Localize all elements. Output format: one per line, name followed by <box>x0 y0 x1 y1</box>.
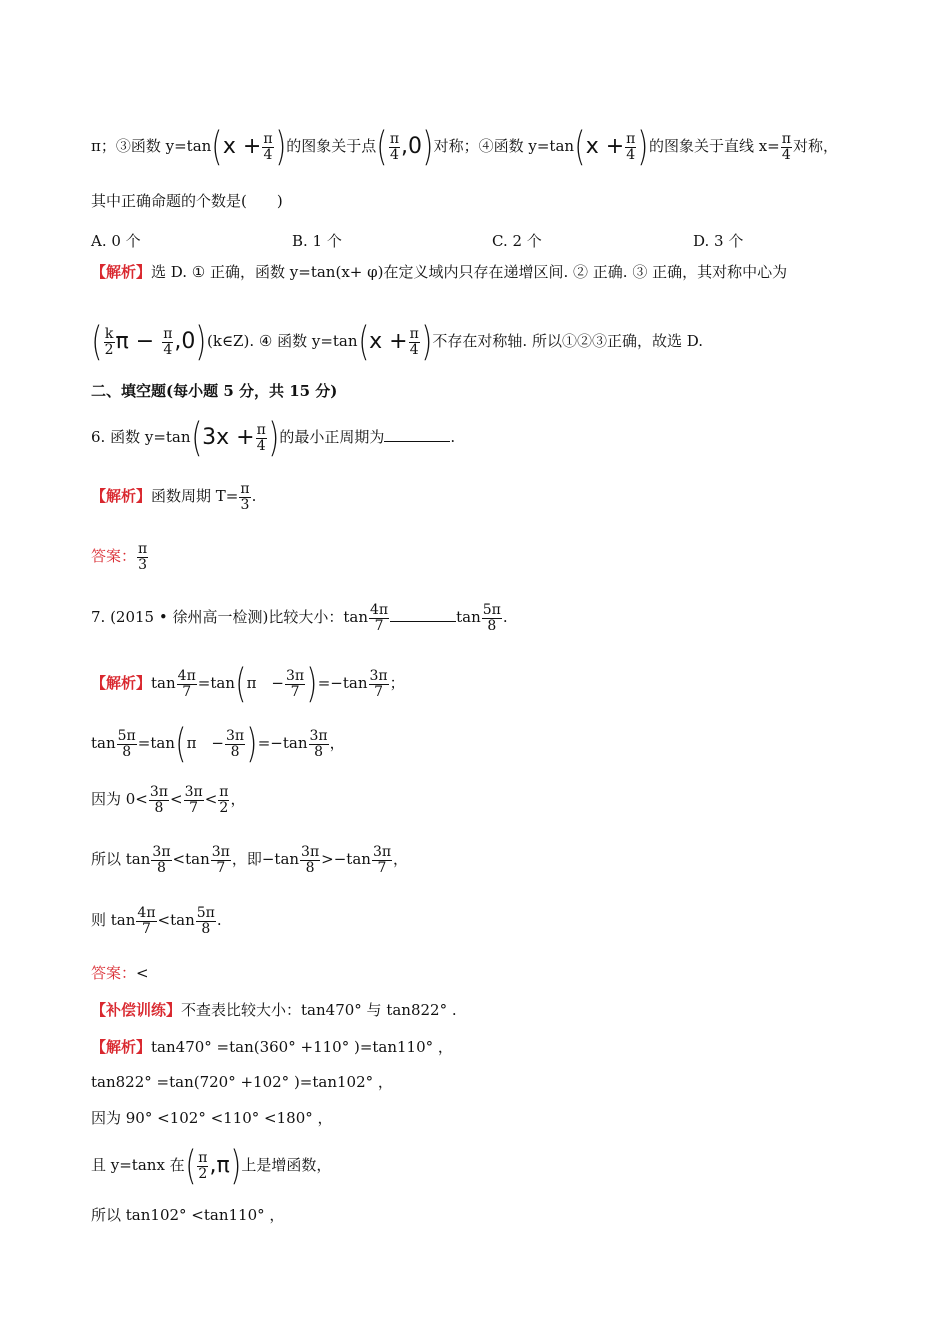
fraction-pi-4: $\frac{\pi}{4}$ <box>626 130 636 163</box>
statement-4-text-c: 对称， <box>792 137 838 155</box>
left-paren: ( <box>376 124 388 170</box>
math-expr: x + <box>222 134 262 159</box>
statement-3-text: ；③函数 y=tan <box>100 137 212 155</box>
q7-solution-line-5: 则 tan $\frac{4\pi}{7}$ <tan $\frac{5\pi}{8}$ . <box>91 905 222 937</box>
left-paren: ( <box>91 319 103 365</box>
extra-tag: 【补偿训练】 <box>91 1001 182 1019</box>
pi-text: π <box>91 137 101 155</box>
math-expr: 3x + <box>202 425 255 450</box>
solution-text-c: 不存在对称轴. 所以①②③正确，故选 D. <box>432 332 703 350</box>
solution-tag: 【解析】 <box>91 1038 152 1056</box>
q5-solution-line-2: ( $\frac{k}{2}$ π − $\frac{\pi}{4}$ ,0)(k∈Z). ④ 函数 y=tan(x + $\frac{\pi}{4}$ )不存在对称轴. 所以①②③正确，故选 D. <box>91 319 703 365</box>
solution-text-b: (k∈Z). ④ 函数 y=tan <box>207 332 358 350</box>
fraction-pi-4: $\frac{\pi}{4}$ <box>163 325 173 358</box>
answer-blank <box>384 427 450 442</box>
option-d: D. 3 个 <box>693 232 744 250</box>
option-b: B. 1 个 <box>292 232 342 250</box>
section-heading: 二、填空题(每小题 5 分，共 15 分) <box>91 382 338 400</box>
q5-statement-line: π；③函数 y=tan(x + $\frac{\pi}{4}$ )的图象关于点( $\frac{\pi}{4}$ ,0)对称；④函数 y=tan(x + $\frac{\pi}{4}$ )的图象关于直线 x= $\frac{\pi}{4}$ 对称， <box>91 124 838 170</box>
right-paren: ) <box>637 124 649 170</box>
answer-label: 答案： <box>91 964 137 982</box>
extra-solution-line-3: 因为 90° <102° <110° <180° ， <box>91 1109 333 1127</box>
statement-3-text-b: 的图象关于点 <box>286 137 377 155</box>
q6-solution: 【解析】函数周期 T= $\frac{\pi}{3}$ . <box>91 481 257 513</box>
option-c: C. 2 个 <box>492 232 542 250</box>
extra-solution-line-4: 且 y=tanx 在( $\frac{\pi}{2}$ ,π)上是增函数， <box>91 1143 332 1189</box>
solution-text: 选 D. ① 正确，函数 y=tan(x+ φ)在定义域内只存在递增区间. ② 正确. ③ 正确，其对称中心为 <box>151 263 788 281</box>
right-paren: ) <box>268 415 280 461</box>
extra-question: 【补偿训练】不查表比较大小：tan470° 与 tan822° . <box>91 1001 457 1019</box>
fraction-pi-3: $\frac{\pi}{3}$ <box>240 481 250 513</box>
left-paren: ( <box>357 319 369 365</box>
q7-solution-line-4: 所以 tan $\frac{3\pi}{8}$ <tan $\frac{3\pi}{7}$ ，即−tan $\frac{3\pi}{8}$ >−tan $\frac{3\pi}{7}$ ， <box>91 844 409 876</box>
option-a: A. 0 个 <box>91 232 141 250</box>
q6-answer <box>91 542 149 572</box>
extra-solution-line-2: tan822° =tan(720° +102° )=tan102° ， <box>91 1073 393 1091</box>
q5-solution-line-1 <box>91 265 787 280</box>
solution-tag: 【解析】 <box>91 487 152 506</box>
math-expr: x + <box>585 134 625 159</box>
left-paren: ( <box>190 415 202 461</box>
solution-tag: 【解析】 <box>91 263 152 281</box>
zero-text: 0 <box>408 134 423 159</box>
fraction-5pi-8: $\frac{5\pi}{8}$ <box>482 602 501 634</box>
left-paren: ( <box>574 124 586 170</box>
fraction-pi-4: $\frac{\pi}{4}$ <box>409 325 419 358</box>
fraction-pi-4: $\frac{\pi}{4}$ <box>781 130 791 163</box>
left-paren: ( <box>211 124 223 170</box>
solution-tag: 【解析】 <box>91 674 152 692</box>
statement-4-text: 对称；④函数 y=tan <box>433 137 575 155</box>
q7-solution-line-1: 【解析】tan $\frac{4\pi}{7}$ =tan(π − $\frac{3\pi}{7}$ )=−tan $\frac{3\pi}{7}$ ； <box>91 661 405 707</box>
fraction-pi-3: $\frac{\pi}{3}$ <box>138 541 148 573</box>
right-paren: ) <box>422 124 434 170</box>
q5-stem: 其中正确命题的个数是( ) <box>91 192 283 210</box>
q7-answer: 答案：< <box>91 964 149 982</box>
statement-4-text-b: 的图象关于直线 x= <box>648 137 780 155</box>
right-paren: ) <box>421 319 433 365</box>
extra-solution-line-5: 所以 tan102° <tan110° ， <box>91 1206 285 1224</box>
q7-solution-line-3: 因为 0< $\frac{3\pi}{8}$ < $\frac{3\pi}{7}$ < $\frac{\pi}{2}$ ， <box>91 784 246 816</box>
fraction-4pi-7: $\frac{4\pi}{7}$ <box>369 602 389 634</box>
q7-question: 7. (2015 • 徐州高一检测)比较大小：tan $\frac{4\pi}{7}$ tan $\frac{5\pi}{8}$ . <box>91 602 508 634</box>
q6-question: 6. 函数 y=tan(3x + $\frac{\pi}{4}$ )的最小正周期为 . <box>91 415 456 461</box>
fraction-pi-4: $\frac{\pi}{4}$ <box>263 130 273 163</box>
q7-solution-line-2: tan $\frac{5\pi}{8}$ =tan(π − $\frac{3\pi}{8}$ )=−tan $\frac{3\pi}{8}$ ， <box>91 721 345 767</box>
extra-solution-line-1: 【解析】tan470° =tan(360° +110° )=tan110° ， <box>91 1038 453 1056</box>
answer-blank <box>390 607 456 622</box>
fraction-pi-4: $\frac{\pi}{4}$ <box>256 421 266 454</box>
fraction-k-2: $\frac{k}{2}$ <box>104 325 114 358</box>
answer-label: 答案： <box>91 547 137 566</box>
right-paren: ) <box>195 319 207 365</box>
right-paren: ) <box>274 124 286 170</box>
fraction-pi-4: $\frac{\pi}{4}$ <box>389 130 400 163</box>
